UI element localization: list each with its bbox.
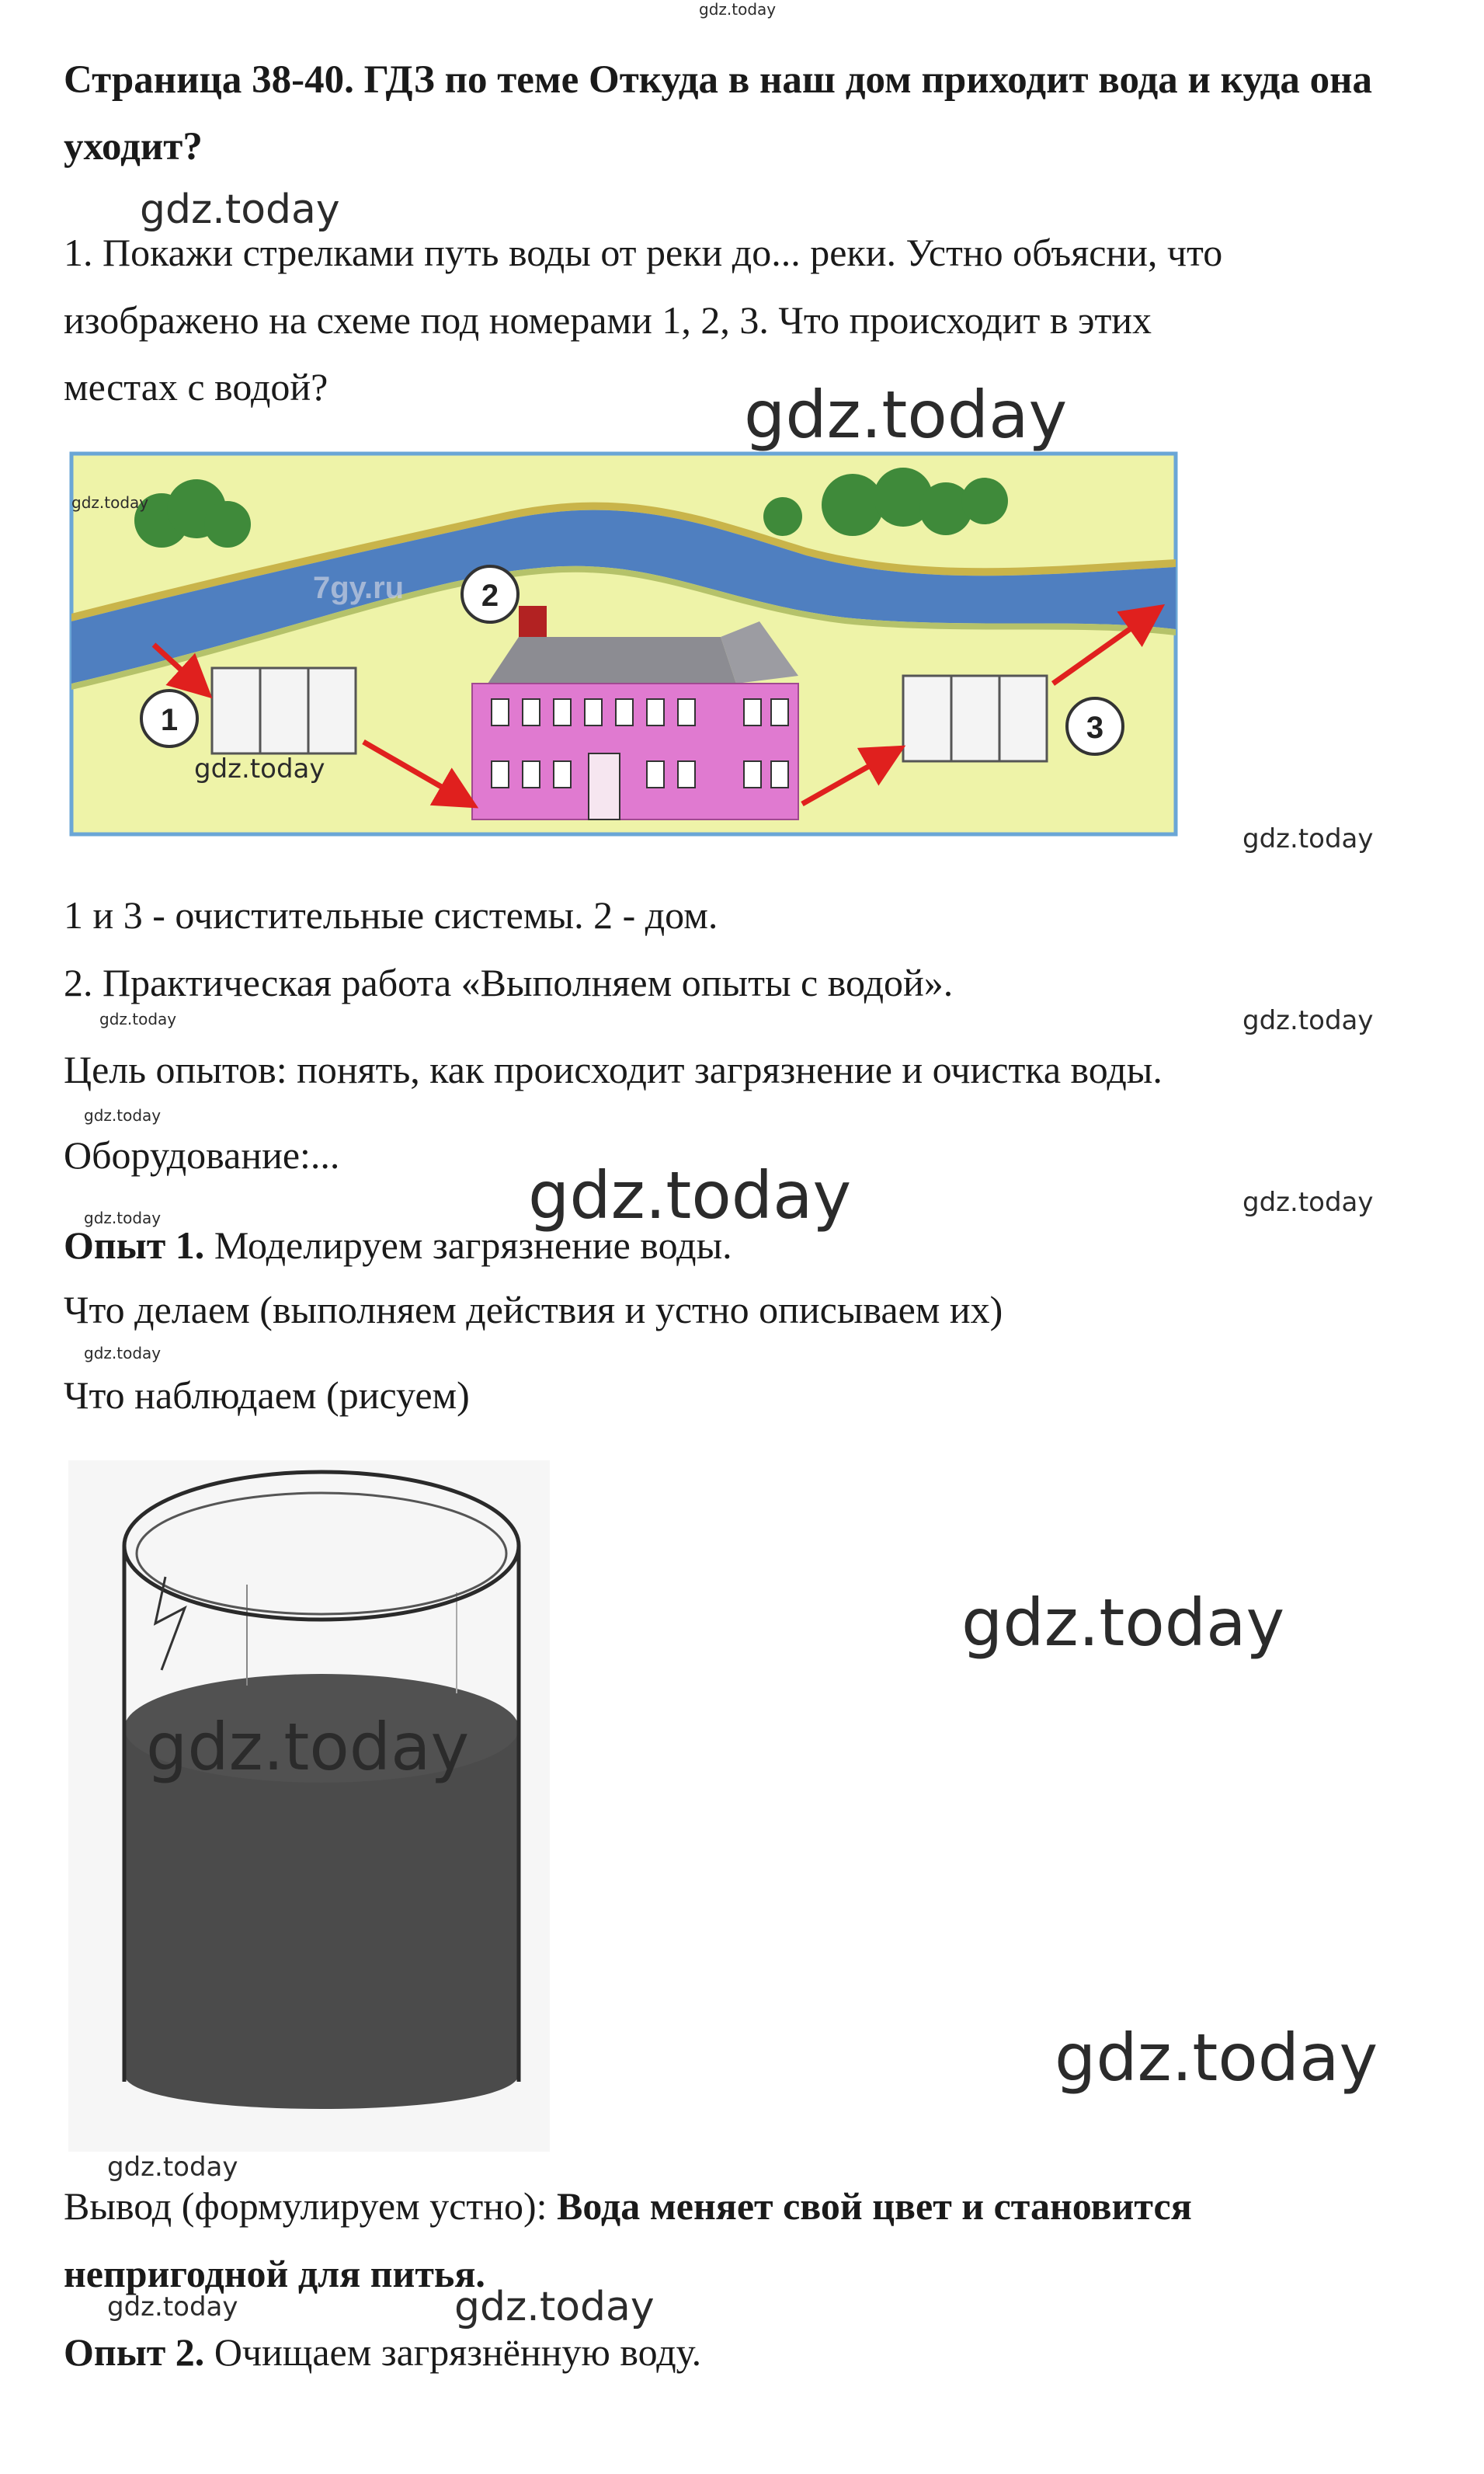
conclusion-prefix: Вывод (формулируем устно):	[64, 2184, 558, 2228]
diagram-label-3: 3	[1086, 711, 1104, 745]
watermark: gdz.today	[1055, 2020, 1378, 2096]
task1-question-line3: местах с водой?	[64, 365, 328, 409]
watermark: gdz.today	[454, 2284, 655, 2330]
watermark: gdz.today	[107, 2152, 238, 2183]
image-watermark: 7gy.ru	[313, 571, 405, 605]
exp1-text: Моделируем загрязнение воды.	[204, 1223, 732, 1267]
task1-question-line2: изображено на схеме под номерами 1, 2, 3. Что происходит в этих	[64, 298, 1152, 342]
top-watermark: gdz.today	[699, 0, 777, 19]
watermark: gdz.today	[744, 377, 1068, 453]
exp1-observe-line: Что наблюдаем (рисуем)	[64, 1373, 470, 1417]
label-circle-1	[141, 691, 197, 746]
watermark: gdz.today	[107, 2291, 238, 2323]
task2-heading: 2. Практическая работа «Выполняем опыты с водой».	[64, 961, 954, 1004]
task1-question-line1: 1. Покажи стрелками путь воды от реки до... реки. Устно объясни, что	[64, 231, 1223, 274]
task1-answer: 1 и 3 - очистительные системы. 2 - дом.	[64, 893, 718, 937]
dirty-water-glass-drawing	[68, 1460, 550, 2152]
watermark: gdz.today	[961, 1585, 1285, 1661]
watermark: gdz.today	[84, 1209, 162, 1227]
exp2-text: Очищаем загрязнённую воду.	[204, 2330, 702, 2374]
exp2-label: Опыт 2.	[64, 2330, 205, 2374]
exp1-do-line: Что делаем (выполняем действия и устно описываем их)	[64, 1288, 1003, 1331]
task2-goal: Цель опытов: понять, как происходит загрязнение и очистка воды.	[64, 1048, 1163, 1091]
exp1-title	[64, 1222, 732, 1268]
page-title: Страница 38-40. ГДЗ по теме Откуда в наш дом приходит вода и куда она уходит?	[64, 58, 1373, 169]
watermark: gdz.today	[71, 493, 149, 512]
glass-illustration	[68, 1460, 550, 2152]
watermark: gdz.today	[1242, 1187, 1374, 1218]
diagram-label-1: 1	[160, 703, 179, 737]
watermark: gdz.today	[1242, 823, 1374, 854]
task2-equipment: Оборудование:...	[64, 1133, 340, 1177]
watermark: gdz.today	[528, 1157, 852, 1234]
conclusion-bold-2: непригодной для питья.	[64, 2252, 485, 2295]
watermark: gdz.today	[84, 1106, 162, 1125]
watermark: gdz.today	[194, 753, 325, 785]
conclusion-bold-1: Вода меняет свой цвет и становится	[557, 2184, 1192, 2228]
watermark: gdz.today	[1242, 1005, 1374, 1036]
watermark: gdz.today	[146, 1709, 470, 1785]
label-circle-3	[1067, 698, 1123, 754]
label-circle-2	[462, 566, 518, 622]
exp1-label: Опыт 1.	[64, 1223, 205, 1267]
exp2-title	[64, 2329, 701, 2375]
purification-tank-1	[212, 668, 356, 753]
exp1-conclusion-line1	[64, 2183, 1192, 2229]
diagram-label-2: 2	[481, 579, 499, 613]
watermark: gdz.today	[84, 1344, 162, 1362]
house	[472, 606, 798, 819]
exp1-conclusion-line2	[64, 2250, 485, 2297]
watermark: gdz.today	[140, 186, 340, 233]
watermark: gdz.today	[99, 1010, 177, 1028]
purification-tank-3	[903, 676, 1047, 761]
dirty-water	[124, 1728, 519, 2109]
